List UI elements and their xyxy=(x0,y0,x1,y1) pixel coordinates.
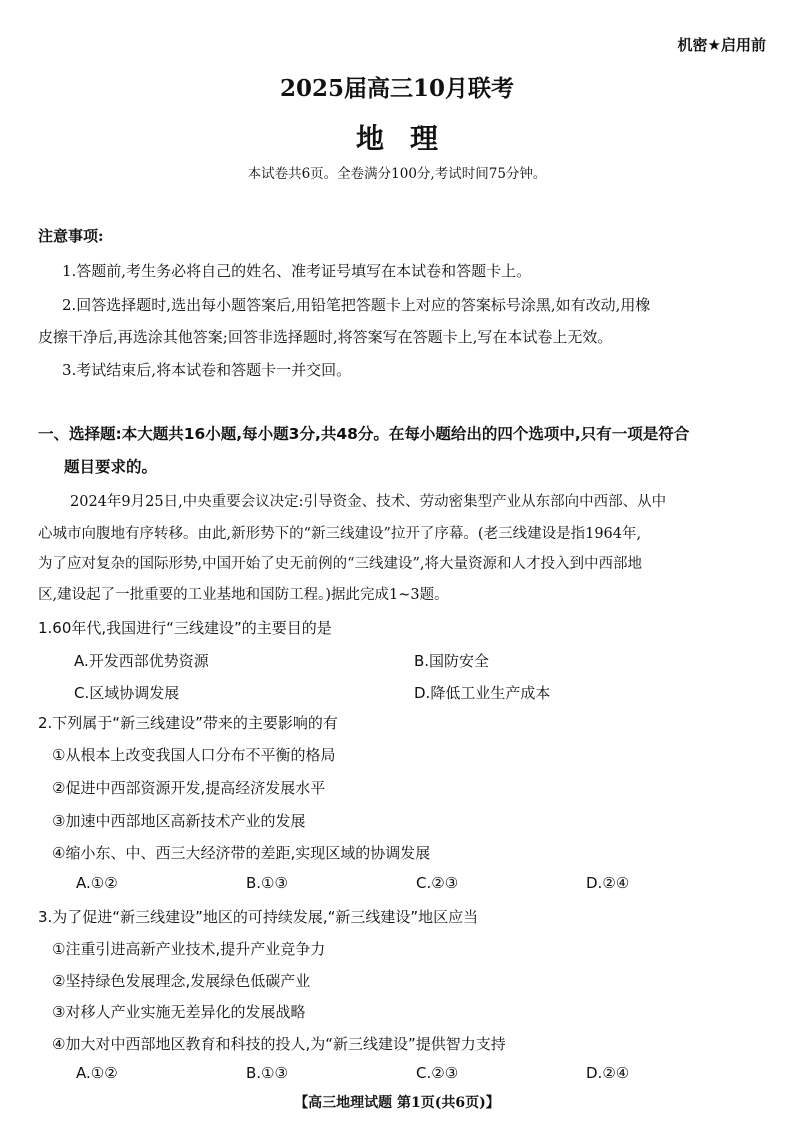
passage-line: 为了应对复杂的国际形势,中国开始了史无前例的“三线建设”,将大量资源和人才投入到中西部地 xyxy=(38,556,643,572)
exam-info: 本试卷共6页。全卷满分100分,考试时间75分钟。 xyxy=(247,166,547,182)
passage-line: 2024年9月25日,中央重要会议决定:引导资金、技术、劳动密集型产业从东部向中西部、从中 xyxy=(70,494,667,510)
notice-line: 1.答题前,考生务必将自己的姓名、准考证号填写在本试卷和答题卡上。 xyxy=(62,262,532,280)
option-a: A.①② xyxy=(76,874,118,892)
option-b: B.①③ xyxy=(246,874,288,892)
passage-line: 心城市向腹地有序转移。由此,新形势下的“新三线建设”拉开了序幕。(老三线建设是指1964年, xyxy=(38,526,642,542)
notice-heading: 注意事项: xyxy=(38,227,104,245)
section-heading-continued: 题目要求的。 xyxy=(64,458,158,476)
subject-title: 地理 xyxy=(355,122,464,155)
exam-title: 2025届高三10月联考 xyxy=(279,75,515,102)
notice-line: 皮擦干净后,再选涂其他答案;回答非选择题时,将答案写在答题卡上,写在本试卷上无效。 xyxy=(38,328,613,346)
statement: ②促进中西部资源开发,提高经济发展水平 xyxy=(52,779,326,797)
option-b: B.①③ xyxy=(246,1064,288,1082)
confidential-mark: 机密★启用前 xyxy=(677,36,766,54)
option-d: D.降低工业生产成本 xyxy=(414,684,551,702)
passage-line: 区,建设起了一批重要的工业基地和国防工程。)据此完成1~3题。 xyxy=(38,587,449,603)
statement: ③对移人产业实施无差异化的发展战略 xyxy=(52,1003,306,1021)
notice-line: 3.考试结束后,将本试卷和答题卡一并交回。 xyxy=(62,361,352,379)
statement: ④缩小东、中、西三大经济带的差距,实现区域的协调发展 xyxy=(52,844,431,862)
option-d: D.②④ xyxy=(586,874,630,892)
option-c: C.区域协调发展 xyxy=(74,684,180,702)
option-d: D.②④ xyxy=(586,1064,630,1082)
notice-line: 2.回答选择题时,选出每小题答案后,用铅笔把答题卡上对应的答案标号涂黑,如有改动,用橡 xyxy=(62,296,651,314)
option-b: B.国防安全 xyxy=(414,652,490,670)
section-heading: 一、选择题:本大题共16小题,每小题3分,共48分。在每小题给出的四个选项中,只有一项是符合 xyxy=(38,425,690,443)
option-c: C.②③ xyxy=(416,874,459,892)
page-footer: 【高三地理试题 第1页(共6页)】 xyxy=(294,1095,500,1111)
question-stem: 3.为了促进“新三线建设”地区的可持续发展,“新三线建设”地区应当 xyxy=(38,908,479,926)
question-stem: 1.60年代,我国进行“三线建设”的主要目的是 xyxy=(38,619,332,637)
option-a: A.开发西部优势资源 xyxy=(74,652,209,670)
option-c: C.②③ xyxy=(416,1064,459,1082)
statement: ④加大对中西部地区教育和科技的投人,为“新三线建设”提供智力支持 xyxy=(52,1035,506,1053)
statement: ①从根本上改变我国人口分布不平衡的格局 xyxy=(52,746,336,764)
statement: ①注重引进高新产业技术,提升产业竞争力 xyxy=(52,940,326,958)
question-stem: 2.下列属于“新三线建设”带来的主要影响的有 xyxy=(38,714,338,732)
option-a: A.①② xyxy=(76,1064,118,1082)
statement: ②坚持绿色发展理念,发展绿色低碳产业 xyxy=(52,972,311,990)
statement: ③加速中西部地区高新技术产业的发展 xyxy=(52,812,306,830)
